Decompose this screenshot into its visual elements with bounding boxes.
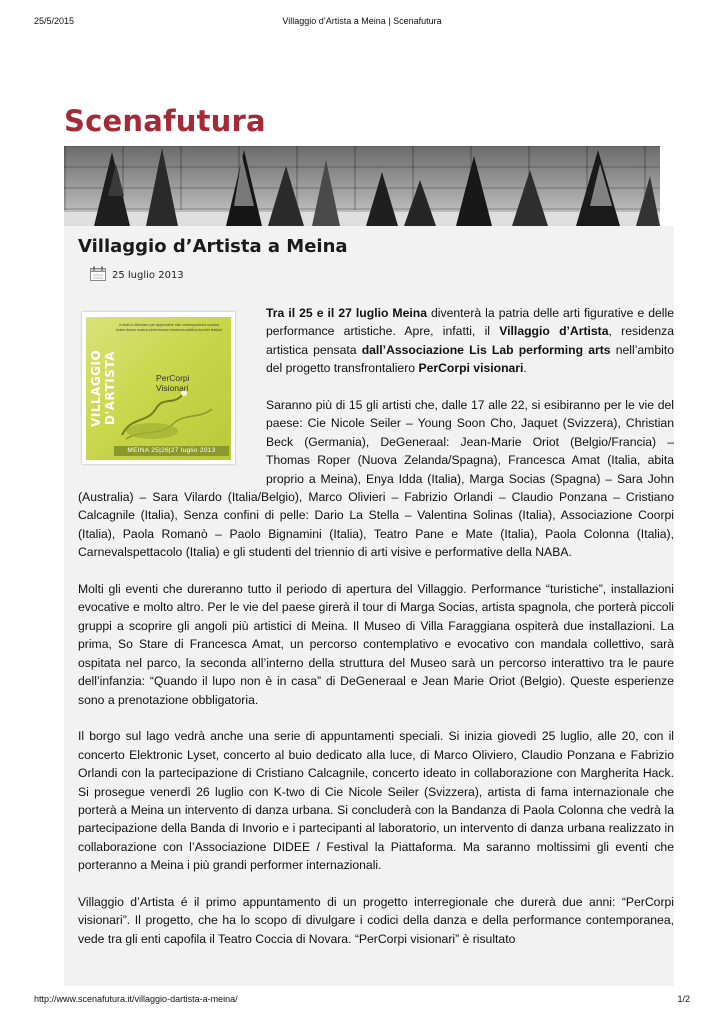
header-banner-image (64, 146, 660, 226)
poster-brand: PerCorpi Visionari (156, 373, 190, 393)
print-url: http://www.scenafutura.it/villaggio-dartista-a-meina/ (34, 994, 238, 1004)
post-body (78, 304, 674, 967)
post-date: 25 luglio 2013 (112, 270, 184, 281)
post-title[interactable]: Villaggio d’Artista a Meina (78, 236, 348, 257)
intro-text-4: . (523, 361, 527, 376)
poster-vertical-title: VILLAGGIO D'ARTISTA (89, 349, 117, 428)
paragraph-special: Il borgo sul lago vedrà anche una serie di appuntamenti speciali. Si inizia giovedì 25 luglio, alle 20, con il concerto Elektronic Lyset, concerto al buio dedicato alla luce, di Marco Oliviero, Claudio Ponzana e Fabrizio Orlandi con la partecipazione di Cristiano Calcagnile, concerto ideato in collaborazione con Margherita Hack. Si prosegue venerdì 26 luglio con K-two di Cie Nicole Seiler (Svizzera), artista di fama internazionale che porterà a Meina un intervento di danza urbana. Si concluderà con la Bandanza di Paola Colonna che vedrà la partecipazione della Banda di Invorio e i partecipanti al laboratorio, un intervento di danza urbana realizzato in collaborazione con l’Associazione DIDEE / Festival la Piattaforma. Ma saranno moltissimi gli eventi che porteranno a Meina i più grandi performer internazionali. (78, 729, 674, 873)
print-page-title: Villaggio d’Artista a Meina | Scenafutura (282, 16, 442, 26)
poster-fine-print: in tanti si diventano per apprendere arte contemporanea scenica teatro danza musica performance residenza artistica incontri festival (116, 323, 222, 332)
post-content-panel (64, 226, 674, 986)
poster-float-spacer (78, 304, 266, 474)
print-date: 25/5/2015 (34, 16, 75, 26)
site-title[interactable]: Scenafutura (64, 104, 266, 138)
intro-text-1: diventerà la patria delle arti figurative e delle performance artistiche. Apre, infatti, il (266, 306, 675, 339)
paragraph-project: Villaggio d’Artista é il primo appuntamento di un progetto interregionale che durerà due anni: “PerCorpi visionari”. Il progetto, che ha lo scopo di divulgare i codici della danza e della performance contemporanea, vede tra gli enti capofila il Teatro Coccia di Novara. “PerCorpi visionari” è risultato (78, 894, 674, 946)
banner-cone-sculptures (64, 146, 660, 226)
intro-bold-dates: Tra il 25 e il 27 luglio Meina (266, 306, 427, 320)
paragraph-events: Molti gli eventi che dureranno tutto il periodo di apertura del Villaggio. Performance “turistiche”, installazioni evocative e molto altro. Per le vie del paese girerà il tour di Marga Socias, artista spagnola, che porterà piccoli gruppi a scoprire gli angoli più artistici di Meina. Il Museo di Villa Faraggiana ospiterà due installazioni. La prima, So Stare di Francesca Amat, un percorso contemplativo e evocativo con mandala collettivo, sarà ospitata nel parco, la seconda all’interno della struttura del Museo sarà un percorso interattivo tra le paure dell’infanzia: “Quando il lupo non è in casa” di DeGeneraal e Jean Marie Oriot (Belgio). Queste esperienze sono a prenotazione obbligatoria. (78, 582, 674, 707)
calendar-icon (90, 266, 106, 281)
print-page-number: 1/2 (677, 994, 690, 1004)
paragraph-artists: Saranno più di 15 gli artisti che, dalle 17 alle 22, si esibiranno per le vie del paese: Cie Nicole Seiler – Young Soon Cho, Jaquet (Svizzera), Christian Beck (Germania), DeGeneraal: Jean-Marie Oriot (Belgio/Francia) – Thomas Roper (Nuova Zelanda/Spagna), Francesca Amat (Italia, abita proprio a Meina), Enya Idda (Italia), Marga Socias (Spagna) – Sara John (Australia) – Sara Vilardo (Italia/Belgio), Marco Olivieri – Fabrizio Orlandi – Claudio Ponzana – Cristiano Calcagnile (Italia), Senza confini di pelle: Dario La Stella – Valentina Solinas (Italia), Associazione Coorpi (Italia), Paola Romanò – Paolo Bignamini (Italia), Teatro Pane e Mate (Italia), Paola Colonna (Italia), Carnevalspettacolo (Italia) e gli studenti del triennio di arti visive e performative della NABA. (78, 398, 674, 560)
poster-dates-banner: MEINA 25|26|27 luglio 2013 (114, 446, 229, 456)
intro-bold-project: PerCorpi visionari (418, 361, 524, 376)
intro-bold-villaggio: Villaggio d’Artista (499, 324, 609, 339)
intro-text-3: nell’ambito del progetto transfrontaliero (266, 342, 674, 376)
intro-bold-association: dall’Associazione Lis Lab performing arts (361, 342, 611, 357)
intro-text-2: , residenza artistica pensata (266, 324, 675, 357)
